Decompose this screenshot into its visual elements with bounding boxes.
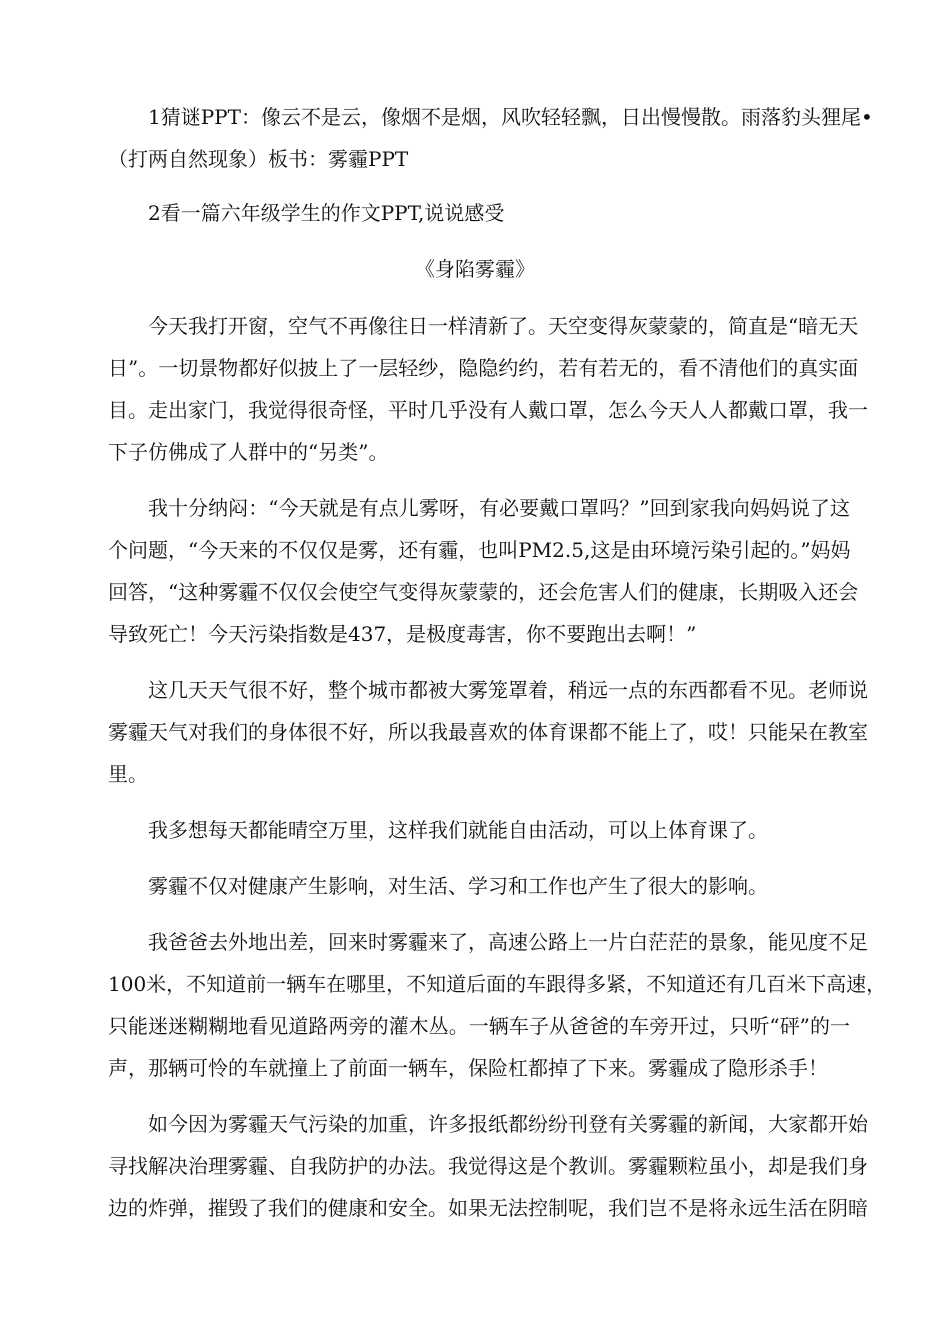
paragraph-6-line-2: 100米，不知道前一辆车在哪里，不知道后面的车跟得多紧，不知道还有几百米下高速， xyxy=(108,972,887,996)
paragraph-3-line-1: 这几天天气很不好，整个城市都被大雾笼罩着，稍远一点的东西都看不见。老师说 xyxy=(148,678,868,702)
paragraph-5-line-1: 雾霾不仅对健康产生影响，对生活、学习和工作也产生了很大的影响。 xyxy=(148,874,768,898)
essay-title: 《身陷雾霾》 xyxy=(415,257,535,281)
paragraph-6-line-3: 只能迷迷糊糊地看见道路两旁的灌木丛。一辆车子从爸爸的车旁开过，只听“砰”的一 xyxy=(108,1014,850,1038)
paragraph-6-line-1: 我爸爸去外地出差，回来时雾霾来了，高速公路上一片白茫茫的景象，能见度不足 xyxy=(148,930,868,954)
paragraph-7-line-3: 边的炸弹，摧毁了我们的健康和安全。如果无法控制呢，我们岂不是将永远生活在阴暗 xyxy=(108,1196,868,1220)
paragraph-2-line-4: 导致死亡！今天污染指数是437，是极度毒害，你不要跑出去啊！” xyxy=(108,622,697,646)
paragraph-1-line-2: 日”。一切景物都好似披上了一层轻纱，隐隐约约，若有若无的，看不清他们的真实面 xyxy=(108,356,859,380)
paragraph-3-line-3: 里。 xyxy=(108,762,148,786)
intro-item-2: 2看一篇六年级学生的作文PPT,说说感受 xyxy=(148,201,505,225)
paragraph-6-line-4: 声，那辆可怜的车就撞上了前面一辆车，保险杠都掉了下来。雾霾成了隐形杀手！ xyxy=(108,1056,828,1080)
paragraph-1-line-3: 目。走出家门，我觉得很奇怪，平时几乎没有人戴口罩，怎么今天人人都戴口罩，我一 xyxy=(108,398,868,422)
intro-item-1-line-2: （打两自然现象）板书：雾霾PPT xyxy=(108,147,409,171)
paragraph-3-line-2: 雾霾天气对我们的身体很不好，所以我最喜欢的体育课都不能上了，哎！只能呆在教室 xyxy=(108,720,868,744)
paragraph-4-line-1: 我多想每天都能晴空万里，这样我们就能自由活动，可以上体育课了。 xyxy=(148,818,768,842)
paragraph-2-line-2: 个问题，“今天来的不仅仅是雾，还有霾，也叫PM2.5,这是由环境污染引起的。”妈妈 xyxy=(108,538,851,562)
intro-item-1-line-1: 1猜谜PPT：像云不是云，像烟不是烟，风吹轻轻飘，日出慢慢散。雨落豹头狸尾• xyxy=(148,105,873,129)
paragraph-7-line-1: 如今因为雾霾天气污染的加重，许多报纸都纷纷刊登有关雾霾的新闻，大家都开始 xyxy=(148,1112,868,1136)
paragraph-2-line-1: 我十分纳闷：“今天就是有点儿雾呀，有必要戴口罩吗？”回到家我向妈妈说了这 xyxy=(148,496,850,520)
paragraph-7-line-2: 寻找解决治理雾霾、自我防护的办法。我觉得这是个教训。雾霾颗粒虽小，却是我们身 xyxy=(108,1154,868,1178)
paragraph-2-line-3: 回答，“这种雾霾不仅仅会使空气变得灰蒙蒙的，还会危害人们的健康，长期吸入还会 xyxy=(108,580,859,604)
paragraph-1-line-4: 下子仿佛成了人群中的“另类”。 xyxy=(108,440,389,464)
paragraph-1-line-1: 今天我打开窗，空气不再像往日一样清新了。天空变得灰蒙蒙的，简直是“暗无天 xyxy=(148,314,859,338)
